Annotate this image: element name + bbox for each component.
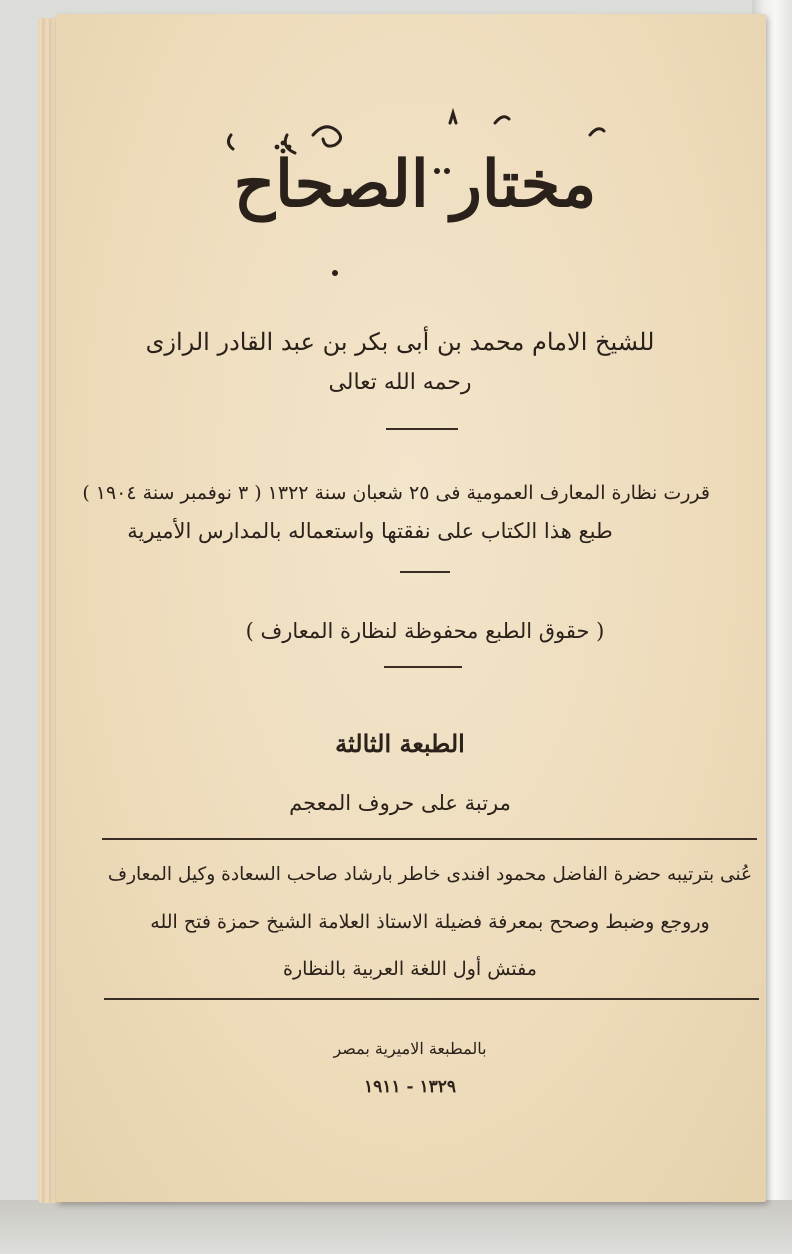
arrangement-line: مرتبة على حروف المعجم	[289, 791, 511, 815]
author-line: للشيخ الامام محمد بن أبى بكر بن عبد القادر الرازى	[145, 328, 655, 356]
editor-line-2: وروجع وضبط وصحح بمعرفة فضيلة الاستاذ العلامة الشيخ حمزة فتح الله	[150, 911, 710, 933]
divider	[386, 428, 458, 430]
divider-long	[102, 838, 757, 840]
edition-line: الطبعة الثالثة	[335, 729, 465, 758]
editor-line-3: مفتش أول اللغة العربية بالنظارة	[283, 958, 537, 980]
press-line: بالمطبعة الاميرية بمصر	[333, 1039, 487, 1058]
background-bottom	[0, 1200, 792, 1254]
decree-line-1: قررت نظارة المعارف العمومية فى ٢٥ شعبان سنة ١٣٢٢ ( ٣ نوفمبر سنة ١٩٠٤ )	[82, 482, 710, 504]
copyright-line: ( حقوق الطبع محفوظة لنظارة المعارف )	[245, 619, 605, 643]
decree-line-2: طبع هذا الكتاب على نفقتها واستعماله بالمدارس الأميرية	[127, 519, 613, 543]
divider-long	[104, 998, 759, 1000]
blessing-line: رحمه الله تعالى	[328, 370, 472, 395]
divider	[384, 666, 462, 668]
divider	[400, 571, 450, 573]
book-title: مختار الصحاح	[233, 147, 597, 222]
editor-line-1: عُنى بترتيبه حضرة الفاضل محمود افندى خاطر بارشاد صاحب السعادة وكيل المعارف	[107, 864, 753, 885]
years-line: ١٣٢٩ - ١٩١١	[364, 1077, 456, 1097]
